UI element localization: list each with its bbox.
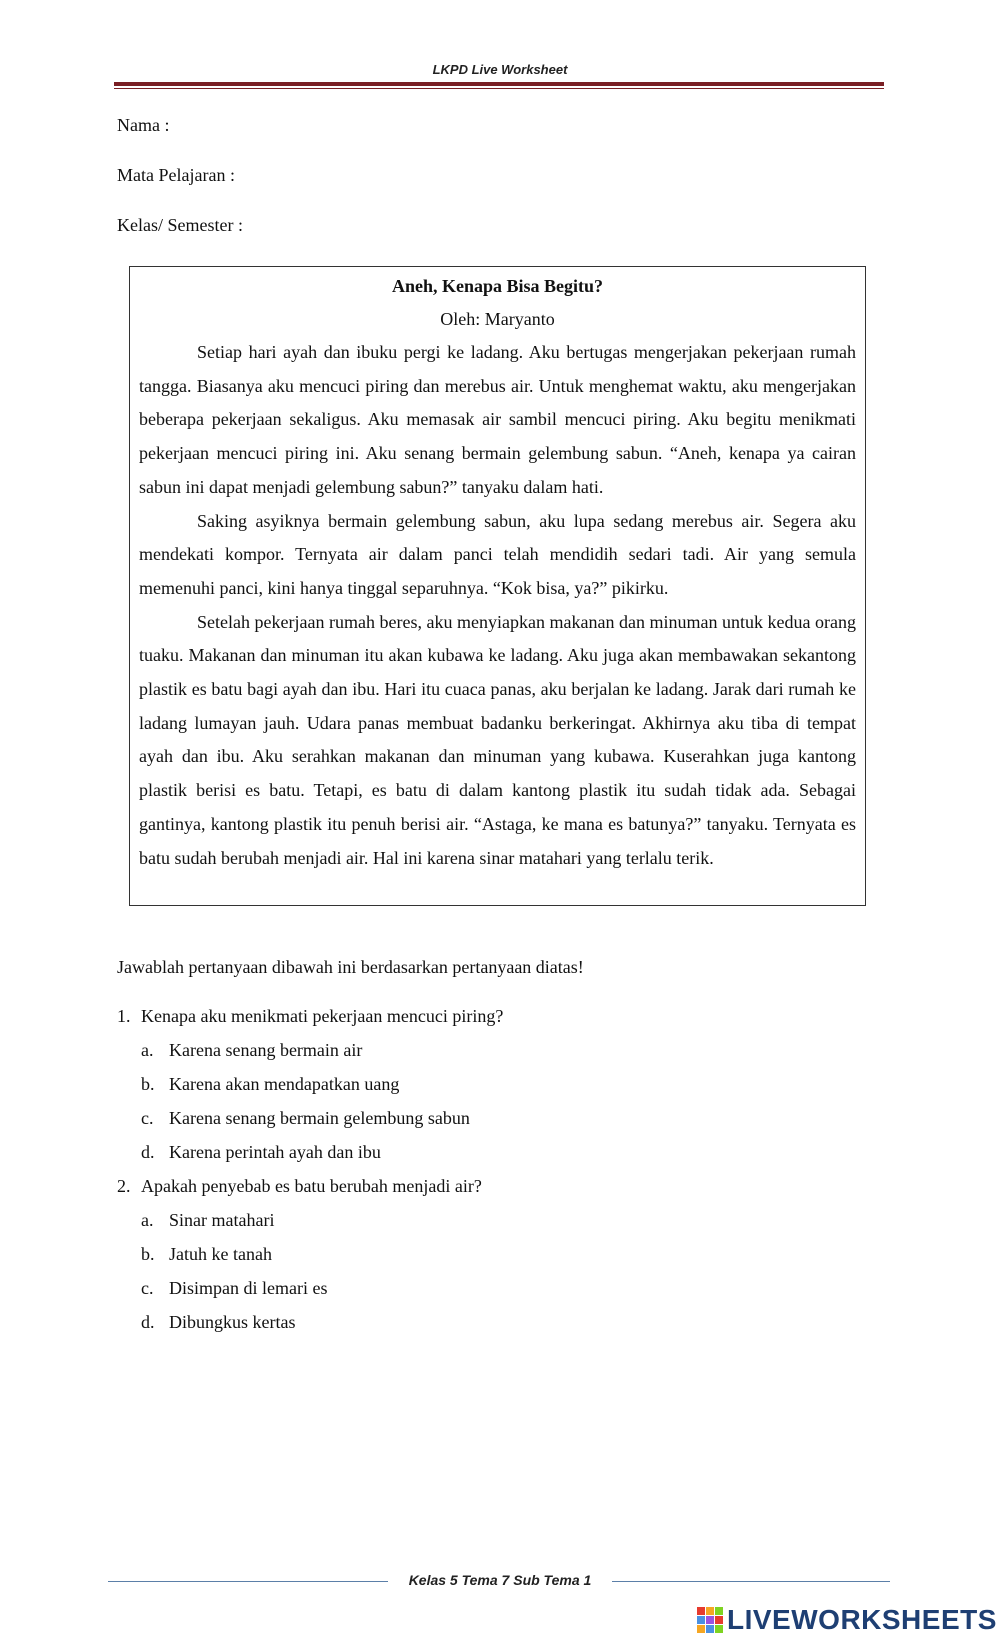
question-2-option-a[interactable]	[141, 1210, 274, 1231]
story-paragraph: Setelah pekerjaan rumah beres, aku menyiapkan makanan dan minuman untuk kedua orang tuaku. Makanan dan minuman itu akan kubawa ke ladang. Aku juga akan membawakan sekantong plastik es batu bagi ayah dan ibu. Hari itu cuaca panas, aku berjalan ke ladang. Jarak dari rumah ke ladang lumayan jauh. Udara panas membuat badanku berkeringat. Akhirnya aku tiba di tempat ayah dan ibu. Aku serahkan makanan dan minuman yang kubawa. Kuserahkan juga kantong plastik berisi es batu. Tetapi, es batu di dalam kantong plastik itu sudah tidak ada. Sebagai gantinya, kantong plastik itu penuh berisi air. “Astaga, ke mana es batunya?” tanyaku. Ternyata es batu sudah berubah menjadi air. Hal ini karena sinar matahari yang terlalu terik.	[139, 611, 856, 868]
option-text: Sinar matahari	[169, 1210, 275, 1230]
question-1-option-b[interactable]	[141, 1074, 399, 1095]
header-rule-thick	[114, 82, 884, 86]
footer-rule-right	[612, 1581, 890, 1582]
story-paragraph: Saking asyiknya bermain gelembung sabun, aku lupa sedang merebus air. Segera aku mendekati kompor. Ternyata air dalam panci telah mendidih sedari tadi. Air yang semula memenuhi panci, kini hanya tinggal separuhnya. “Kok bisa, ya?” pikirku.	[139, 510, 856, 598]
option-letter: b.	[141, 1244, 155, 1264]
story-author: Oleh: Maryanto	[440, 309, 555, 329]
option-letter: d.	[141, 1142, 155, 1162]
question-2-option-d[interactable]	[141, 1312, 295, 1333]
option-text: Dibungkus kertas	[169, 1312, 296, 1332]
question-1-option-c[interactable]	[141, 1108, 470, 1129]
option-text: Jatuh ke tanah	[169, 1244, 272, 1264]
option-text: Karena perintah ayah dan ibu	[169, 1142, 381, 1162]
question-number: 2.	[117, 1176, 131, 1196]
option-letter: a.	[141, 1040, 154, 1060]
question-2-option-b[interactable]	[141, 1244, 272, 1265]
header-rule-thin	[114, 88, 884, 89]
question-2	[117, 1176, 482, 1197]
class-semester-field-label: Kelas/ Semester :	[117, 215, 243, 235]
liveworksheets-logo-text: LIVEWORKSHEETS	[727, 1604, 997, 1635]
footer-rule-left	[108, 1581, 388, 1582]
liveworksheets-logo-icon	[697, 1607, 723, 1633]
story-box	[129, 266, 866, 906]
liveworksheets-logo	[697, 1604, 997, 1636]
question-text: Apakah penyebab es batu berubah menjadi air?	[141, 1176, 482, 1196]
question-number: 1.	[117, 1006, 131, 1026]
option-letter: c.	[141, 1108, 154, 1128]
question-1-option-d[interactable]	[141, 1142, 381, 1163]
footer-text: Kelas 5 Tema 7 Sub Tema 1	[408, 1572, 592, 1588]
question-1-option-a[interactable]	[141, 1040, 362, 1061]
question-text: Kenapa aku menikmati pekerjaan mencuci piring?	[141, 1006, 504, 1026]
option-text: Disimpan di lemari es	[169, 1278, 328, 1298]
story-paragraph: Setiap hari ayah dan ibuku pergi ke ladang. Aku bertugas mengerjakan pekerjaan rumah tangga. Biasanya aku mencuci piring dan merebus air. Untuk menghemat waktu, aku mengerjakan beberapa pekerjaan sekaligus. Aku memasak air sambil mencuci piring. Aku begitu menikmati pekerjaan mencuci piring ini. Aku senang bermain gelembung sabun. “Aneh, kenapa ya cairan sabun ini dapat menjadi gelembung sabun?” tanyaku dalam hati.	[139, 342, 856, 497]
instruction-text: Jawablah pertanyaan dibawah ini berdasarkan pertanyaan diatas!	[117, 957, 584, 977]
option-text: Karena senang bermain gelembung sabun	[169, 1108, 470, 1128]
story-title: Aneh, Kenapa Bisa Begitu?	[391, 276, 604, 296]
worksheet-header-title: LKPD Live Worksheet	[432, 62, 568, 77]
question-1	[117, 1006, 503, 1027]
name-field-label: Nama :	[117, 115, 170, 135]
option-letter: b.	[141, 1074, 155, 1094]
option-letter: a.	[141, 1210, 154, 1230]
subject-field-label: Mata Pelajaran :	[117, 165, 235, 185]
option-letter: c.	[141, 1278, 154, 1298]
option-letter: d.	[141, 1312, 155, 1332]
option-text: Karena akan mendapatkan uang	[169, 1074, 400, 1094]
question-2-option-c[interactable]	[141, 1278, 327, 1299]
option-text: Karena senang bermain air	[169, 1040, 363, 1060]
